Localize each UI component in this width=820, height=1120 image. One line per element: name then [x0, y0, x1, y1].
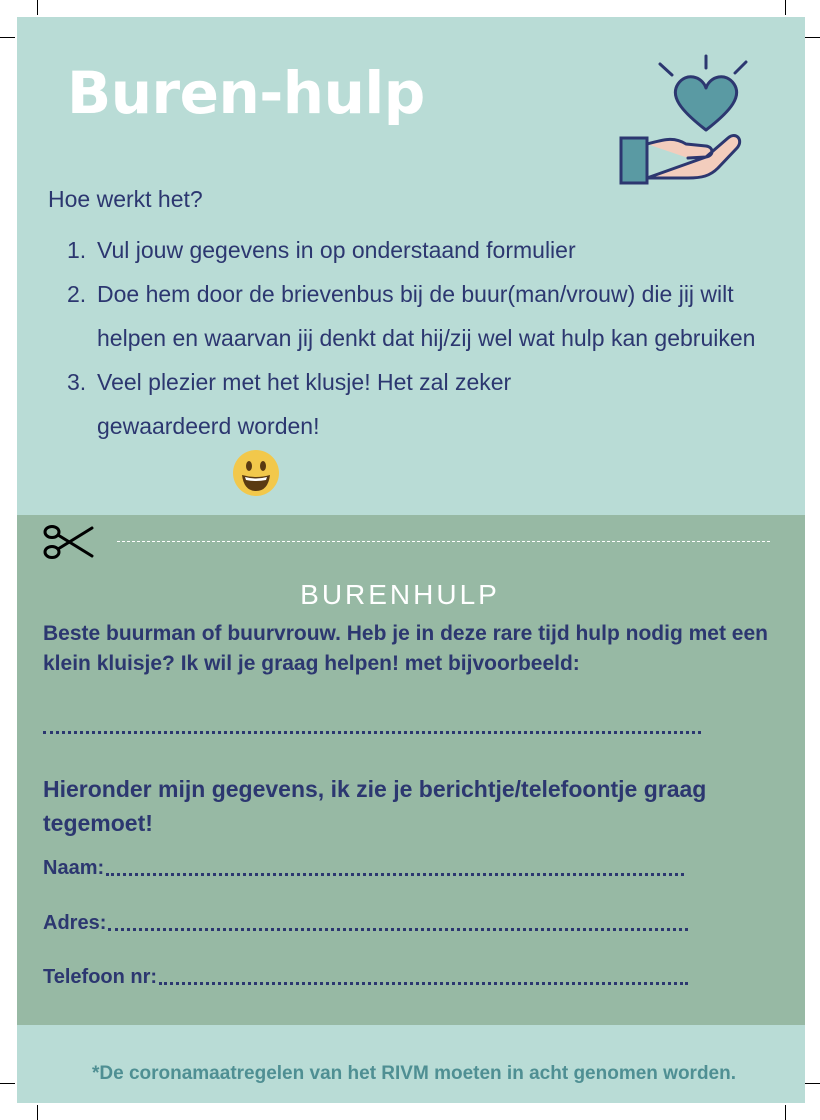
how-it-works-heading: Hoe werkt het? [48, 186, 203, 212]
list-item [67, 360, 787, 448]
page-title: Buren-hulp [67, 59, 425, 127]
steps-list [67, 228, 787, 448]
form-intro: Beste buurman of buurvrouw. Heb je in deze rare tijd hulp nodig met een klein kluisje? Ik wil je graag helpen! met bijvoorbeeld: [43, 622, 768, 675]
hand-heart-icon [618, 52, 748, 187]
name-fill-line[interactable] [106, 873, 684, 876]
step-number: 1. [67, 237, 87, 263]
name-field[interactable] [43, 856, 684, 880]
phone-fill-line[interactable] [159, 982, 688, 985]
step-text: Vul jouw gegevens in op onderstaand formulier [97, 237, 576, 263]
form-heading [0, 579, 820, 611]
list-item [67, 228, 787, 272]
step-text: Veel plezier met het klusje! Het zal zeker gewaardeerd worden! [97, 369, 512, 439]
phone-label: Telefoon nr: [43, 966, 158, 988]
crop-mark [805, 37, 820, 38]
details-prompt: Hieronder mijn gegevens, ik zie je berichtje/telefoontje graag tegemoet! [43, 776, 707, 836]
list-item [67, 272, 787, 360]
corona-footnote: *De coronamaatregelen van het RIVM moeten in acht genomen worden. [91, 1063, 737, 1084]
scissors-icon [42, 523, 94, 561]
crop-mark [785, 0, 786, 15]
address-fill-line[interactable] [108, 928, 688, 931]
crop-mark [37, 0, 38, 15]
step-number: 3. [67, 369, 87, 395]
crop-mark [785, 1105, 786, 1120]
smiley-icon [232, 449, 280, 497]
address-label: Adres: [43, 912, 107, 934]
form-heading-text: BURENHULP [300, 579, 500, 610]
crop-mark [0, 37, 15, 38]
name-label: Naam: [43, 857, 105, 879]
crop-mark [37, 1105, 38, 1120]
phone-field[interactable] [43, 965, 688, 989]
address-field[interactable] [43, 911, 688, 935]
cut-line [117, 541, 770, 542]
step-text: Doe hem door de brievenbus bij de buur(man/vrouw) die jij wilt helpen en waarvan jij denkt dat hij/zij wel wat hulp kan gebruiken [97, 281, 756, 351]
help-example-field[interactable] [43, 731, 701, 734]
step-number: 2. [67, 281, 87, 307]
